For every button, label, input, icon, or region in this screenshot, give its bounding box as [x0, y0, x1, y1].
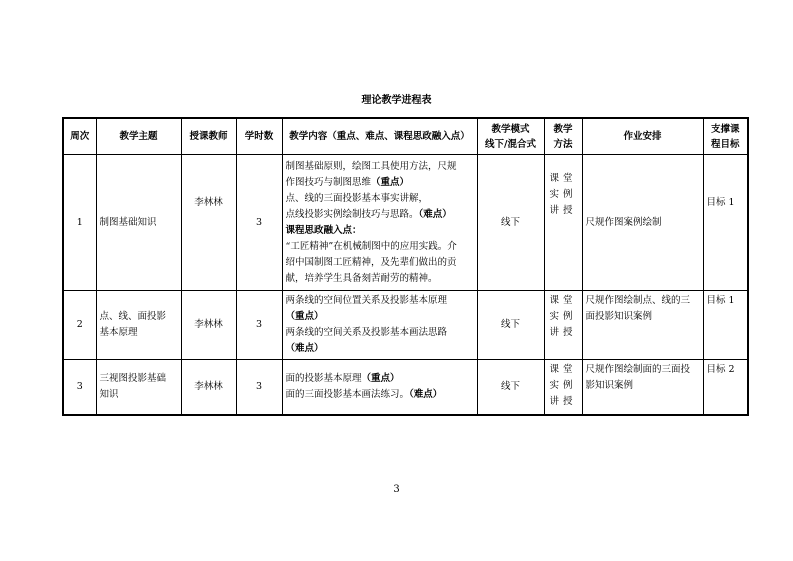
cell-hours: 3	[236, 360, 282, 415]
cell-mode: 线下	[477, 360, 544, 415]
cell-topic: 点、线、面投影 基本原理	[96, 291, 181, 360]
cell-teacher: 李林林	[181, 155, 236, 291]
table-row	[63, 291, 748, 360]
header-homework: 作业安排	[582, 118, 703, 155]
header-content: 教学内容（重点、难点、课程思政融入点）	[282, 118, 477, 155]
cell-content: 制图基础原则，绘图工具使用方法，尺规 作图技巧与制图思维（重点） 点、线的三面投影基本事实讲解， 点线投影实例绘制技巧与思路。（难点） 课程思政融入点： “工匠精神”在机械制图中的应用实践。介 绍中国制图工匠精神，及先辈们做出的贡 献，培养学生具备刻苦耐劳的精神。	[282, 155, 477, 291]
cell-teacher: 李林林	[181, 360, 236, 415]
cell-mode: 线下	[477, 291, 544, 360]
cell-homework: 尺规作图绘制点、线的三 面投影知识案例	[582, 291, 703, 360]
header-hours: 学时数	[236, 118, 282, 155]
page-title: 理论教学进程表	[361, 95, 432, 106]
teaching-schedule-table	[62, 117, 749, 416]
cell-mode: 线下	[477, 155, 544, 291]
cell-method: 课堂 实例 讲授	[544, 360, 582, 415]
header-method: 教学 方法	[544, 118, 582, 155]
table-row	[63, 360, 748, 415]
cell-goal: 目标 1	[703, 291, 748, 360]
cell-homework: 尺规作图绘制面的三面投 影知识案例	[582, 360, 703, 415]
cell-content: 两条线的空间位置关系及投影基本原理 （重点） 两条线的空间关系及投影基本画法思路 （难点）	[282, 291, 477, 360]
cell-homework: 尺规作图案例绘制	[582, 155, 703, 291]
header-topic: 教学主题	[96, 118, 181, 155]
header-week: 周次	[63, 118, 96, 155]
cell-week: 2	[63, 291, 96, 360]
cell-goal: 目标 2	[703, 360, 748, 415]
table-header-row	[63, 118, 748, 155]
cell-week: 3	[63, 360, 96, 415]
cell-week: 1	[63, 155, 96, 291]
cell-hours: 3	[236, 291, 282, 360]
cell-topic: 制图基础知识	[96, 155, 181, 291]
cell-topic: 三视图投影基础 知识	[96, 360, 181, 415]
cell-goal: 目标 1	[703, 155, 748, 291]
page-number: 3	[393, 484, 400, 495]
cell-teacher: 李林林	[181, 291, 236, 360]
header-teacher: 授课教师	[181, 118, 236, 155]
cell-method: 课堂 实例 讲授	[544, 291, 582, 360]
cell-method: 课堂 实例 讲授	[544, 155, 582, 291]
cell-hours: 3	[236, 155, 282, 291]
header-mode: 教学模式 线下/混合式	[477, 118, 544, 155]
table-row	[63, 155, 748, 291]
header-goal: 支撑课 程目标	[703, 118, 748, 155]
cell-content: 面的投影基本原理（重点） 面的三面投影基本画法练习。（难点）	[282, 360, 477, 415]
